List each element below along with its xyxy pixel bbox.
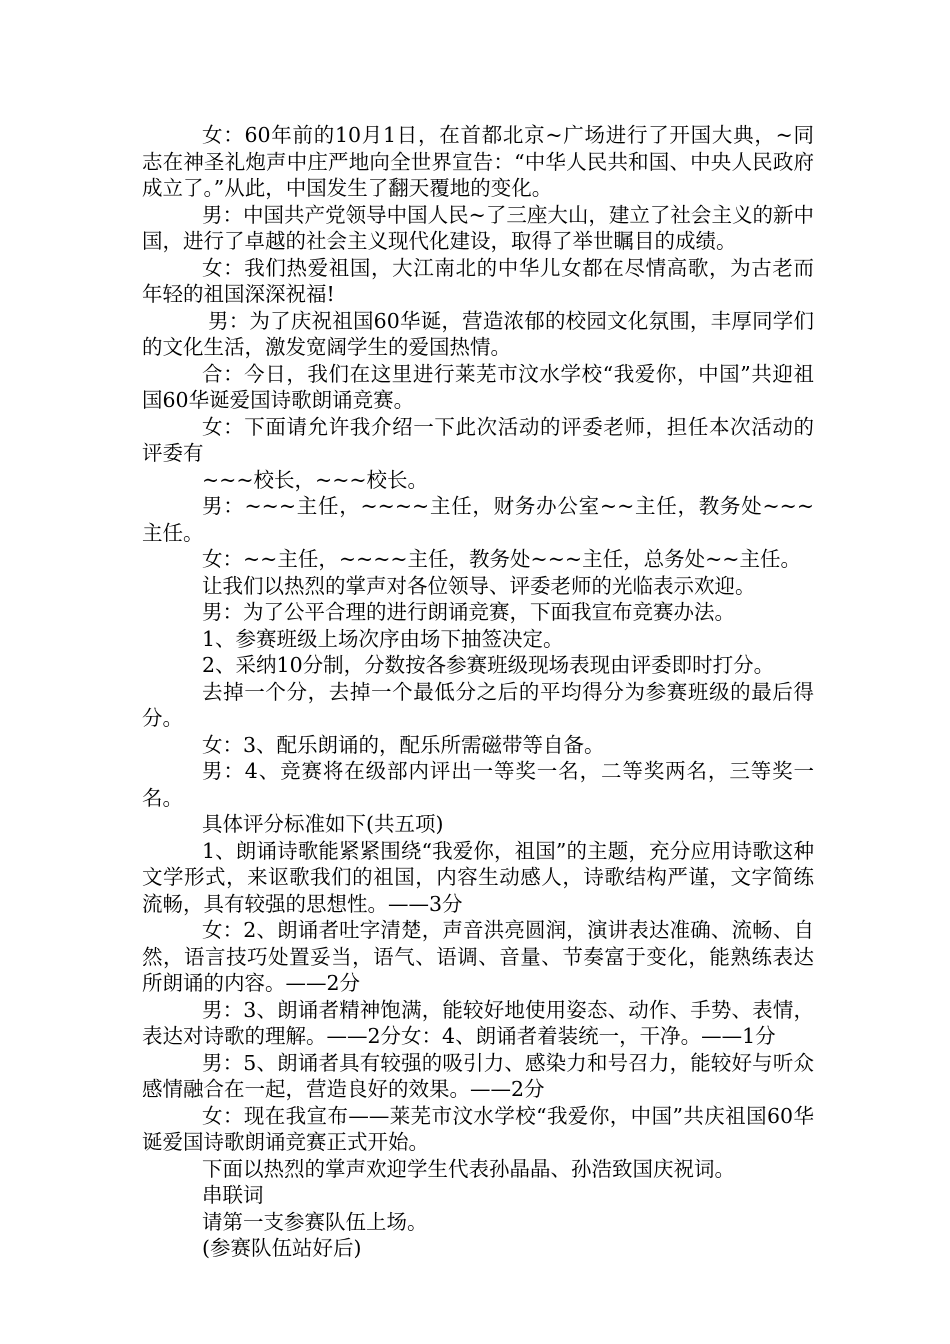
paragraph: 2、采纳10分制，分数按各参赛班级现场表现由评委即时打分。 bbox=[202, 653, 775, 677]
paragraph: 串联词 bbox=[202, 1183, 264, 1207]
paragraph: 下面以热烈的掌声欢迎学生代表孙晶晶、孙浩致国庆祝词。 bbox=[202, 1156, 735, 1181]
paragraph: 具体评分标准如下(共五项) bbox=[202, 812, 444, 836]
paragraph: 男：3、朗诵者精神饱满，能较好地使用姿态、动作、手势、表情，表达对诗歌的理解。——2分女：4、朗诵者着装统一，干净。——1分 bbox=[142, 997, 814, 1048]
document-page bbox=[142, 122, 814, 1262]
paragraph: (参赛队伍站好后) bbox=[202, 1236, 362, 1260]
paragraph: 请第一支参赛队伍上场。 bbox=[202, 1209, 428, 1234]
paragraph: 男：~~~主任，~~~~主任，财务办公室~~主任，教务处~~~主任。 bbox=[142, 494, 814, 545]
paragraph: 让我们以热烈的掌声对各位领导、评委老师的光临表示欢迎。 bbox=[202, 573, 756, 598]
paragraph: 男：为了庆祝祖国60华诞，营造浓郁的校园文化氛围，丰厚同学们的文化生活，激发宽阔学生的爱国热情。 bbox=[142, 308, 814, 359]
paragraph: 女：2、朗诵者吐字清楚，声音洪亮圆润，演讲表达准确、流畅、自然，语言技巧处置妥当，语气、语调、音量、节奏富于变化，能熟练表达所朗诵的内容。——2分 bbox=[142, 918, 814, 995]
paragraph: 去掉一个分，去掉一个最低分之后的平均得分为参赛班级的最后得分。 bbox=[142, 679, 814, 730]
paragraph: 女：~~主任，~~~~主任，教务处~~~主任，总务处~~主任。 bbox=[202, 547, 801, 571]
paragraph: 女：现在我宣布——莱芜市汶水学校“我爱你，中国”共庆祖国60华诞爱国诗歌朗诵竞赛正式开始。 bbox=[142, 1103, 814, 1154]
paragraph: 女：3、配乐朗诵的，配乐所需磁带等自备。 bbox=[202, 732, 605, 757]
paragraph: 合：今日，我们在这里进行莱芜市汶水学校“我爱你，中国”共迎祖国60华诞爱国诗歌朗诵竞赛。 bbox=[142, 361, 814, 412]
paragraph: ~~~校长，~~~校长。 bbox=[202, 467, 429, 492]
paragraph: 男：4、竞赛将在级部内评出一等奖一名，二等奖两名，三等奖一名。 bbox=[142, 759, 814, 810]
paragraph: 男：为了公平合理的进行朗诵竞赛，下面我宣布竞赛办法。 bbox=[202, 600, 735, 624]
paragraph: 女：下面请允许我介绍一下此次活动的评委老师，担任本次活动的评委有 bbox=[142, 414, 814, 465]
paragraph: 女：我们热爱祖国，大江南北的中华儿女都在尽情高歌，为古老而年轻的祖国深深祝福! bbox=[142, 255, 814, 306]
paragraph: 女：60年前的10月1日，在首都北京~广场进行了开国大典，~同志在神圣礼炮声中庄严地向全世界宣告：“中华人民共和国、中央人民政府成立了。”从此，中国发生了翻天覆地的变化。 bbox=[142, 123, 814, 200]
paragraph: 男：5、朗诵者具有较强的吸引力、感染力和号召力，能较好与听众感情融合在一起，营造良好的效果。——2分 bbox=[142, 1050, 814, 1101]
paragraph: 1、朗诵诗歌能紧紧围绕“我爱你，祖国”的主题，充分应用诗歌这种文学形式，来讴歌我们的祖国，内容生动感人，诗歌结构严谨，文字简练流畅，具有较强的思想性。——3分 bbox=[142, 838, 814, 916]
paragraph: 1、参赛班级上场次序由场下抽签决定。 bbox=[202, 626, 564, 651]
paragraph: 男：中国共产党领导中国人民~了三座大山，建立了社会主义的新中国，进行了卓越的社会主义现代化建设，取得了举世瞩目的成绩。 bbox=[142, 202, 814, 253]
